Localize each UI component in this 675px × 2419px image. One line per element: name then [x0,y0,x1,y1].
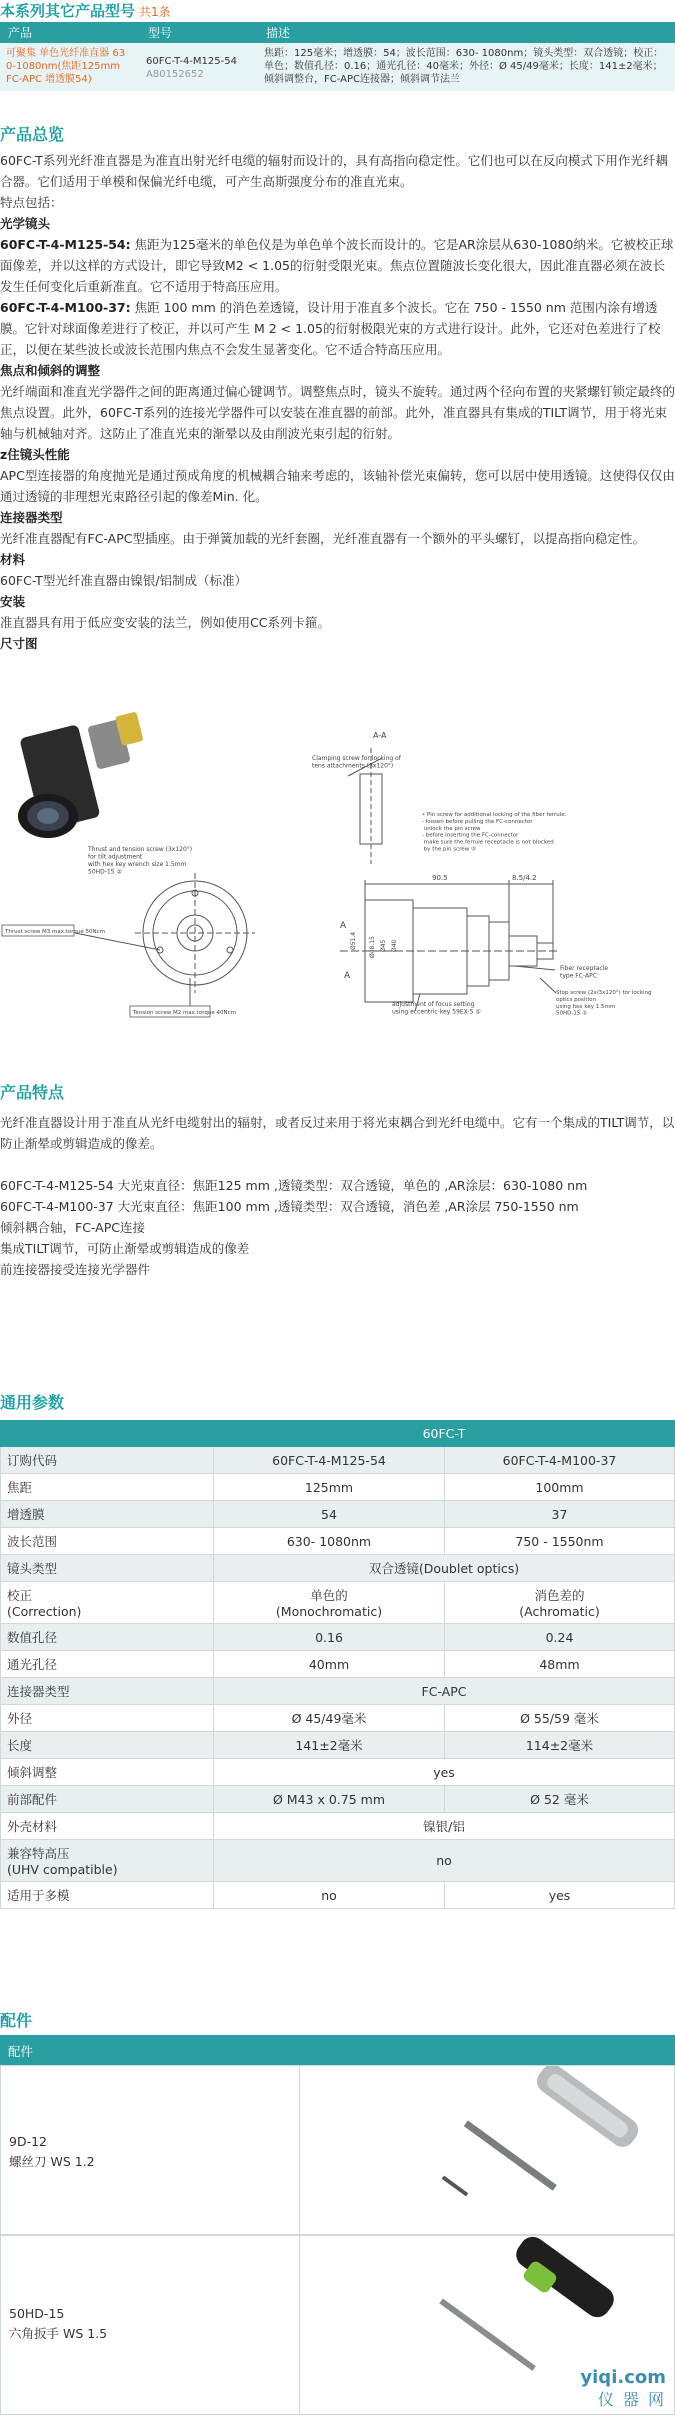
mat-heading: 材料 [0,552,26,567]
table-row [1,1705,675,1732]
dim-d2: Ø45 [380,939,387,952]
table-cell: 750 - 1550nm [445,1528,675,1555]
m125-label: 60FC-T-4-M125-54: [0,237,131,252]
angle-text: APC型连接器的角度抛光是通过预成角度的机械耦合轴来考虑的，该轴补偿光束偏转，您可以居中使用透镜。这使得仅仅由通过透镜的非理想光束路径引起的像差Min. 化。 [0,468,675,504]
accessory-name: 六角扳手 WS 1.5 [9,2326,108,2341]
screwdriver-icon [300,2066,675,2236]
series-count: 共1条 [139,5,171,19]
table-row [1,1678,675,1705]
series-model[interactable]: 60FC-T-4-M125-54 [146,56,237,67]
table-cell: yes [445,1882,675,1909]
dim-right: 8.5/4.2 [512,874,537,882]
overview-intro: 60FC-T系列光纤准直器是为准直出射光纤电缆的辐射而设计的，具有高指向稳定性。它们也可以在反向模式下用作光纤耦合器。它们适用于单模和保偏光纤电缆，可产生高斯强度分布的准直光束。 [0,153,668,189]
table-cell: yes [214,1759,675,1786]
table-cell: Ø 55/59 毫米 [445,1705,675,1732]
watermark [580,2369,666,2410]
table-cell: 通光孔径 [1,1651,214,1678]
table-row [1,1501,675,1528]
a-label-bottom: A [344,971,351,981]
table-row [1,1732,675,1759]
accessory-code: 50HD-15 [9,2306,65,2321]
params-title: 通用参数 [0,1393,65,1412]
accessory-name: 螺丝刀 WS 1.2 [9,2154,95,2169]
table-cell: 100mm [445,1474,675,1501]
table-cell: 数值孔径 [1,1624,214,1651]
table-cell: 37 [445,1501,675,1528]
thrust-note-text: Thrust and tension screw (3x120°) for tilt adjustment with hex key wrench size 1.5mm 50HD-15 ② [88,846,193,876]
table-cell: 前部配件 [1,1786,214,1813]
series-header-model: 型号 [140,22,258,43]
m100-label: 60FC-T-4-M100-37: [0,300,131,315]
params-series-name: 60FC-T [214,1421,675,1447]
table-cell: Ø M43 x 0.75 mm [214,1786,445,1813]
table-row [1,1786,675,1813]
optics-heading: 光学镜头 [0,216,51,231]
focus-text: 光纤端面和准直光学器件之间的距离通过偏心键调节。调整焦点时，镜头不旋转。通过两个径向布置的夹紧螺钉锁定最终的焦点设置。此外，60FC-T系列的连接光学器件可以安装在准直器的前部。此外，准直器具有集成的TILT调节，用于将光束轴与机械轴对齐。这防止了准直光束的渐晕以及由削波光束引起的衍射。 [0,384,675,441]
table-cell: 校正 (Correction) [1,1582,214,1624]
pin-note: • Pin screw for additional locking of the fiber ferrule: - loosen before pulling the FC-connector unlock the pin screw - before inserting the FC-connector make sure the ferrule receptacle is not blocked by the pin screw ③ [422,812,567,853]
table-row [1,1624,675,1651]
features-intro: 光纤准直器设计用于准直从光纤电缆射出的辐射，或者反过来用于将光束耦合到光纤电缆中。它有一个集成的TILT调节，以防止渐晕或剪辑造成的像差。 [0,1115,675,1151]
table-cell: 连接器类型 [1,1678,214,1705]
table-cell: 倾斜调整 [1,1759,214,1786]
table-cell: Ø 52 毫米 [445,1786,675,1813]
accessory-row-50hd15[interactable] [0,2235,675,2415]
table-row [1,1447,675,1474]
features-title: 产品特点 [0,1083,65,1102]
install-heading: 安装 [0,594,26,609]
table-cell: 单色的 (Monochromatic) [214,1582,445,1624]
table-row [1,1582,675,1624]
table-row [1,1840,675,1882]
angle-heading: z住镜头性能 [0,447,70,462]
mat-text: 60FC-T型光纤准直器由镍银/铝制成（标准） [0,573,248,588]
dimension-drawing [0,688,675,1038]
table-row [1,1882,675,1909]
overview-body [0,150,675,654]
table-cell: 60FC-T-4-M125-54 [214,1447,445,1474]
table-row [1,1555,675,1582]
series-header-desc: 描述 [258,22,675,43]
table-cell: 外径 [1,1705,214,1732]
thrust-note-group [87,846,192,876]
section-label: A-A [373,731,387,740]
series-header-product: 产品 [0,22,140,43]
clamp-note: Clamping screw for locking of tens attachments (3x120°) [312,755,401,770]
feature-line: 60FC-T-4-M125-54 大光束直径：焦距125 mm ,透镜类型：双合透镜，单色的 ,AR涂层：630-1080 nm [0,1178,588,1193]
features-label: 特点包括： [0,195,63,210]
a-label-top: A [340,921,347,931]
focus-note: adjustment of focus setting using eccentric-key 59EX-5 ① [392,1001,481,1016]
table-row [1,1528,675,1555]
table-cell: 增透膜 [1,1501,214,1528]
series-product-link[interactable]: 可聚集 单色光纤准直器 63 0-1080nm(焦距125mm FC-APC 增透膜54) [0,43,140,91]
table-cell: 0.24 [445,1624,675,1651]
series-model-sub: A80152652 [146,69,204,80]
dim-length: 90.5 [432,874,448,882]
thrust-box: Thrust screw M3 max.torque 50Ncm [5,929,106,935]
table-cell: FC-APC [214,1678,675,1705]
dim-d3: Ø40 [391,939,398,952]
table-cell: 630- 1080nm [214,1528,445,1555]
table-cell: 镍银/铝 [214,1813,675,1840]
table-cell: 消色差的 (Achromatic) [445,1582,675,1624]
table-cell: 兼容特高压 (UHV compatible) [1,1840,214,1882]
table-cell: Ø 45/49毫米 [214,1705,445,1732]
features-body [0,1112,675,1280]
stop-note: Stop screw (2x/3x120°) for locking optics position using hex key 1.5mm 50HD-15 ② [556,990,652,1017]
install-text: 准直器具有用于低应变安装的法兰，例如使用CC系列卡箍。 [0,615,330,630]
m100-text: 焦距 100 mm 的消色差透镜，设计用于准直多个波长。它在 750 - 1550 nm 范围内涂有增透膜。它针对球面像差进行了校正，并以可产生 M 2 < 1.05的衍射极限光束的方式进行设计。此外，它还对色差进行了校正，以便在某些波长或波长范围内焦点不会发生显著变化。它不适合特高压应用。 [0,300,661,357]
table-row [1,1759,675,1786]
table-row[interactable] [0,43,675,91]
table-cell: 48mm [445,1651,675,1678]
table-cell: 长度 [1,1732,214,1759]
dim-flange: Ø51.4 [350,931,357,950]
front-view [75,873,255,1010]
conn-heading: 连接器类型 [0,510,63,525]
table-row [1,1474,675,1501]
table-cell: 波长范围 [1,1528,214,1555]
feature-line: 倾斜耦合轴，FC-APC连接 [0,1220,145,1235]
accessories-header: 配件 [0,2035,675,2065]
table-cell: 40mm [214,1651,445,1678]
table-cell: 0.16 [214,1624,445,1651]
table-row [1,1651,675,1678]
params-table [0,1420,675,1909]
series-desc: 焦距：125毫米；增透膜：54；波长范围：630- 1080nm；镜头类型：双合透镜；校正：单色；数值孔径：0.16；通光孔径：40毫米；外径：Ø 45/49毫米；长度：141±2毫米；倾斜调整台，FC-APC连接器；倾斜调节法兰 [258,43,675,91]
dim-d1: Ø48.15 [369,936,376,958]
table-cell: no [214,1840,675,1882]
series-table [0,22,675,91]
table-cell: 141±2毫米 [214,1732,445,1759]
lens-photo [18,712,144,838]
table-cell: 焦距 [1,1474,214,1501]
table-cell: 114±2毫米 [445,1732,675,1759]
focus-heading: 焦点和倾斜的调整 [0,363,101,378]
table-cell: 订购代码 [1,1447,214,1474]
accessories-title: 配件 [0,2011,33,2030]
table-cell: 适用于多模 [1,1882,214,1909]
fiber-note: Fiber receptacle type FC-APC [560,965,609,980]
feature-line: 前连接器接受连接光学器件 [0,1262,151,1277]
feature-line: 60FC-T-4-M100-37 大光束直径：焦距100 mm ,透镜类型：双合透镜，消色差 ,AR涂层 750-1550 nm [0,1199,579,1214]
series-title: 本系列其它产品型号 共1条 [0,2,171,20]
overview-title: 产品总览 [0,125,65,144]
table-cell: no [214,1882,445,1909]
accessory-code: 9D-12 [9,2134,47,2149]
table-cell: 双合透镜(Doublet optics) [214,1555,675,1582]
watermark-domain: yiqi.com [580,2367,666,2388]
conn-text: 光纤准直器配有FC-APC型插座。由于弹簧加载的光纤套圈，光纤准直器有一个额外的平头螺钉，以提高指向稳定性。 [0,531,645,546]
table-cell: 镜头类型 [1,1555,214,1582]
table-cell: 54 [214,1501,445,1528]
watermark-brand: 仪 器 网 [597,2390,666,2409]
accessory-row-9d12[interactable] [0,2065,675,2235]
table-row [1,1813,675,1840]
feature-line: 集成TILT调节，可防止渐晕或剪辑造成的像差 [0,1241,250,1256]
tension-box: Tension screw M2 max.torque 40Ncm [133,1010,236,1016]
table-cell: 外壳材料 [1,1813,214,1840]
m125-text: 焦距为125毫米的单色仪是为单色单个波长而设计的。它是AR涂层从630-1080纳米。它被校正球面像差，并以这样的方式设计，即它导致M2 < 1.05的衍射受限光束。焦点位置随波长变化很大，因此准直器必须在波长发生任何变化后重新准直。它不适用于特高压应用。 [0,237,674,294]
table-cell: 125mm [214,1474,445,1501]
table-cell: 60FC-T-4-M100-37 [445,1447,675,1474]
drawing-heading: 尺寸图 [0,636,38,651]
